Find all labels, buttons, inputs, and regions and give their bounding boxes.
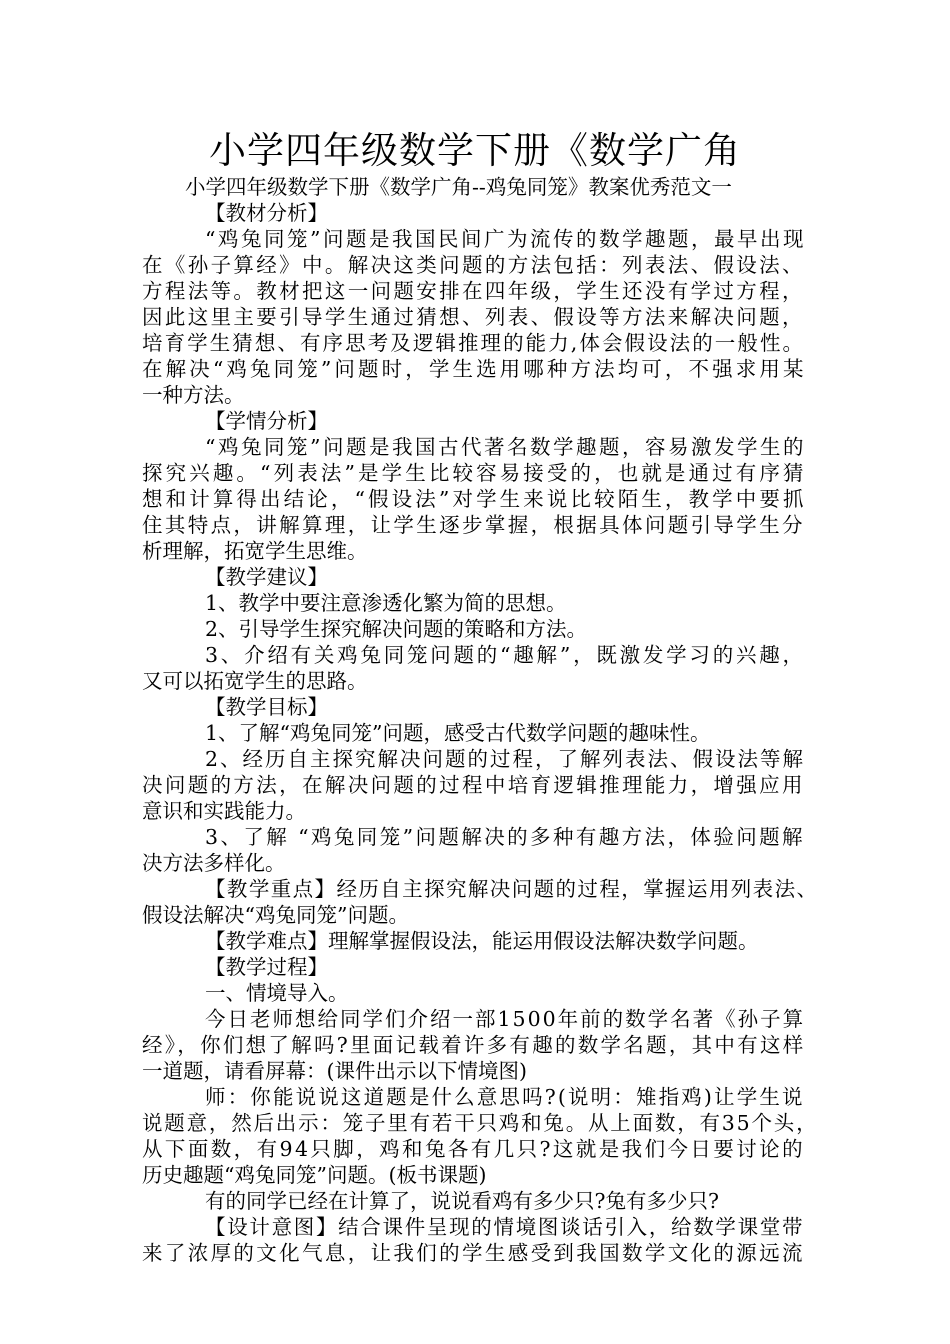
text-line: 【教学建议】 — [205, 565, 328, 589]
text-line: 【教学目标】 — [205, 695, 328, 719]
text-line: 决方法多样化。 — [142, 851, 286, 875]
text-line: 【教学过程】 — [205, 955, 328, 979]
text-line: 2、引导学生探究解决问题的策略和方法。 — [205, 617, 588, 641]
text-line: 一、情境导入。 — [205, 981, 349, 1005]
text-line: 有的同学已经在计算了，说说看鸡有多少只?兔有多少只? — [205, 1189, 719, 1213]
text-line: 小学四年级数学下册《数学广角--鸡兔同笼》教案优秀范文一 — [185, 175, 732, 199]
text-line: 想和计算得出结论，“假设法”对学生来说比较陌生，教学中要抓 — [142, 487, 807, 511]
text-line: 说题意，然后出示：笼子里有若干只鸡和兔。从上面数，有35个头， — [142, 1111, 819, 1135]
text-line: 1、了解“鸡兔同笼”问题，感受古代数学问题的趣味性。 — [205, 721, 711, 745]
document-title: 小学四年级数学下册《数学广角 — [209, 129, 741, 172]
text-line: 历史趣题“鸡兔同笼”问题。(板书课题) — [142, 1163, 487, 1187]
text-line: 来了浓厚的文化气息，让我们的学生感受到我国数学文化的源远流 — [142, 1241, 805, 1265]
text-line: 一道题，请看屏幕：(课件出示以下情境图) — [142, 1059, 527, 1083]
text-line: “鸡兔同笼”问题是我国古代著名数学趣题，容易激发学生的 — [205, 435, 806, 459]
text-line: 培育学生猜想、有序思考及逻辑推理的能力,体会假设法的一般性。 — [142, 331, 806, 355]
text-line: 又可以拓宽学生的思路。 — [142, 669, 368, 693]
text-line: 【设计意图】结合课件呈现的情境图谈话引入，给数学课堂带 — [205, 1215, 805, 1239]
text-line: 3、了解 “鸡兔同笼”问题解决的多种有趣方法，体验问题解 — [205, 825, 805, 849]
text-line: 3、介绍有关鸡兔同笼问题的“趣解”，既激发学习的兴趣， — [205, 643, 806, 667]
text-line: 2、经历自主探究解决问题的过程，了解列表法、假设法等解 — [205, 747, 806, 771]
text-line: 【学情分析】 — [205, 409, 328, 433]
text-line: 【教材分析】 — [205, 201, 328, 225]
text-line: 决问题的方法，在解决问题的过程中培育逻辑推理能力，增强应用 — [142, 773, 805, 797]
text-line: 方程法等。教材把这一问题安排在四年级，学生还没有学过方程， — [142, 279, 805, 303]
text-line: 经》，你们想了解吗?里面记载着许多有趣的数学名题，其中有这样 — [142, 1033, 806, 1057]
text-line: 假设法解决“鸡兔同笼”问题。 — [142, 903, 409, 927]
text-line: 今日老师想给同学们介绍一部1500年前的数学名著《孙子算 — [205, 1007, 806, 1031]
text-line: 1、教学中要注意渗透化繁为简的思想。 — [205, 591, 567, 615]
text-line: 探究兴趣。“列表法”是学生比较容易接受的，也就是通过有序猜 — [142, 461, 807, 485]
text-line: 因此这里主要引导学生通过猜想、列表、假设等方法来解决问题， — [142, 305, 805, 329]
text-line: 师：你能说说这道题是什么意思吗?(说明：雉指鸡)让学生说 — [205, 1085, 805, 1109]
text-line: 在《孙子算经》中。解决这类问题的方法包括：列表法、假设法、 — [142, 253, 805, 277]
text-line: 【教学难点】理解掌握假设法，能运用假设法解决数学问题。 — [205, 929, 759, 953]
text-line: 析理解，拓宽学生思维。 — [142, 539, 368, 563]
text-line: 意识和实践能力。 — [142, 799, 306, 823]
text-line: 在解决“鸡兔同笼”问题时，学生选用哪种方法均可，不强求用某 — [142, 357, 807, 381]
text-line: 一种方法。 — [142, 383, 245, 407]
text-line: 【教学重点】经历自主探究解决问题的过程，掌握运用列表法、 — [205, 877, 819, 901]
text-line: “鸡兔同笼”问题是我国民间广为流传的数学趣题，最早出现 — [205, 227, 806, 251]
text-line: 从下面数，有94只脚，鸡和兔各有几只?这就是我们今日要讨论的 — [142, 1137, 805, 1161]
text-line: 住其特点，讲解算理，让学生逐步掌握，根据具体问题引导学生分 — [142, 513, 805, 537]
